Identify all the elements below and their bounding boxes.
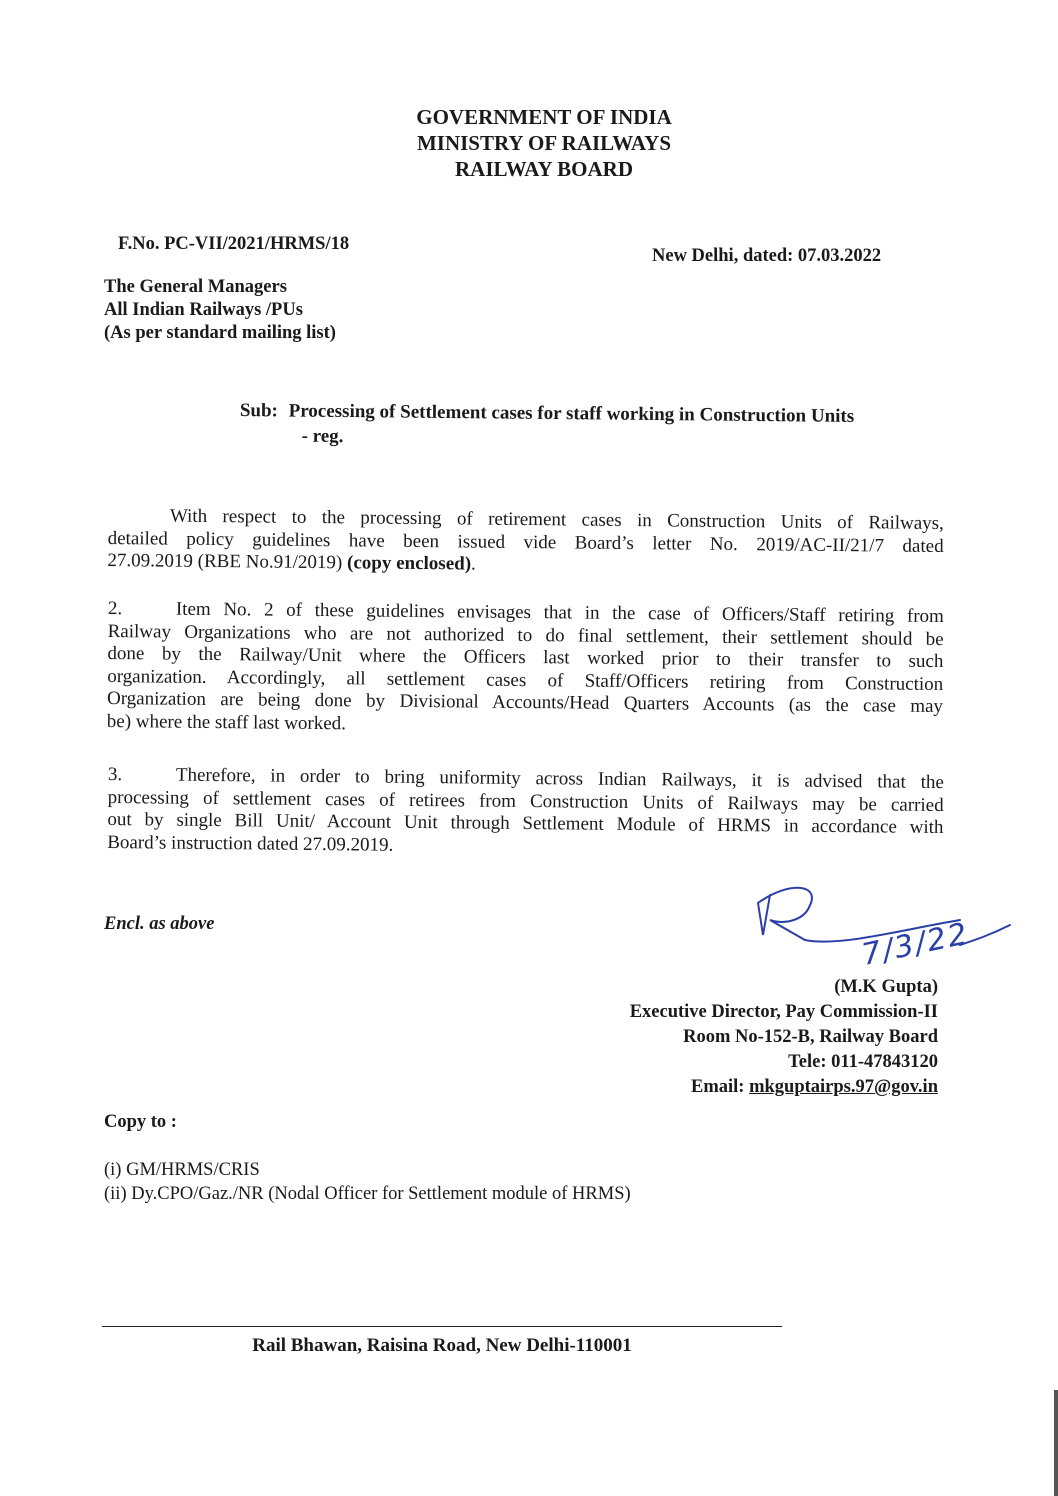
paragraph-number: 2. [107, 598, 123, 620]
addressee-line: The General Managers [104, 277, 287, 297]
paragraph-line: out by single Bill Unit/ Account Unit through Settlement Module of HRMS in accordance with [107, 808, 944, 839]
enclosure-note: Encl. as above [104, 914, 215, 934]
footer-address: Rail Bhawan, Raisina Road, New Delhi-110001 [102, 1326, 782, 1357]
email-link[interactable]: mkguptairps.97@gov.in [749, 1077, 938, 1097]
paragraph-text: 27.09.2019 (RBE No.91/2019) [107, 549, 348, 574]
paragraph-text: Item No. 2 of these guidelines envisages that in the case of Officers/Staff retiring from [175, 598, 944, 628]
letterhead [0, 104, 1058, 182]
signature-date: 7/3/22 [858, 916, 973, 973]
subject-label: Sub: [239, 399, 279, 422]
subject-reg: - reg. [301, 425, 344, 447]
paragraph-line: Railway Organizations who are not authorized to do final settlement, their settlement should be [107, 620, 944, 650]
signatory-designation: Executive Director, Pay Commission-II [629, 1002, 938, 1022]
copy-to-item: (i) GM/HRMS/CRIS [104, 1160, 260, 1180]
paragraph-line: detailed policy guidelines have been issued vide Board’s letter No. 2019/AC-II/21/7 dated [107, 527, 944, 557]
subject-text: Processing of Settlement cases for staff working in Construction Units [288, 400, 855, 427]
letterhead-ministry: MINISTRY OF RAILWAYS [416, 131, 672, 155]
paragraph-2 [107, 598, 944, 741]
paragraph-line: be) where the staff last worked. [106, 710, 347, 734]
email-label: Email: [691, 1077, 745, 1097]
subject [240, 398, 855, 454]
paragraph-1 [107, 505, 944, 581]
paragraph-3 [107, 764, 944, 862]
signatory-room: Room No-152-B, Railway Board [683, 1027, 938, 1047]
file-number: F.No. PC-VII/2021/HRMS/18 [118, 234, 350, 254]
signatory-name: (M.K Gupta) [834, 977, 938, 997]
addressee-line: All Indian Railways /PUs [104, 300, 303, 320]
paragraph-text: . [470, 553, 476, 575]
signatory-email-row [630, 1075, 938, 1100]
copy-to-list [104, 1158, 631, 1206]
addressee-line: (As per standard mailing list) [104, 323, 336, 343]
paragraph-line: With respect to the processing of retirement cases in Construction Units of Railways, [169, 505, 944, 535]
paragraph-line: Organization are being done by Divisional Accounts/Head Quarters Accounts (as the case may [106, 687, 944, 718]
signatory-telephone: Tele: 011-47843120 [788, 1052, 938, 1072]
letterhead-board: RAILWAY BOARD [455, 157, 633, 181]
signature-block [630, 975, 938, 1100]
copy-enclosed: (copy enclosed) [346, 552, 472, 575]
copy-to-item: (ii) Dy.CPO/Gaz./NR (Nodal Officer for Settlement module of HRMS) [104, 1184, 631, 1204]
copy-to-label: Copy to : [104, 1112, 177, 1132]
paragraph-line: done by the Railway/Unit where the Officers last worked prior to their transfer to such [107, 642, 944, 673]
paragraph-line: organization. Accordingly, all settlement cases of Staff/Officers retiring from Construction [107, 665, 944, 695]
paragraph-line: processing of settlement cases of retirees from Construction Units of Railways may be carried [107, 786, 944, 816]
paragraph-number: 3. [107, 764, 123, 786]
letterhead-government: GOVERNMENT OF INDIA [416, 105, 672, 129]
addressee [104, 276, 336, 345]
paragraph-line: Board’s instruction dated 27.09.2019. [107, 831, 394, 856]
paragraph-text: Therefore, in order to bring uniformity across Indian Railways, it is advised that the [175, 764, 944, 794]
scan-edge [1054, 1390, 1058, 1496]
place-date: New Delhi, dated: 07.03.2022 [652, 246, 882, 266]
